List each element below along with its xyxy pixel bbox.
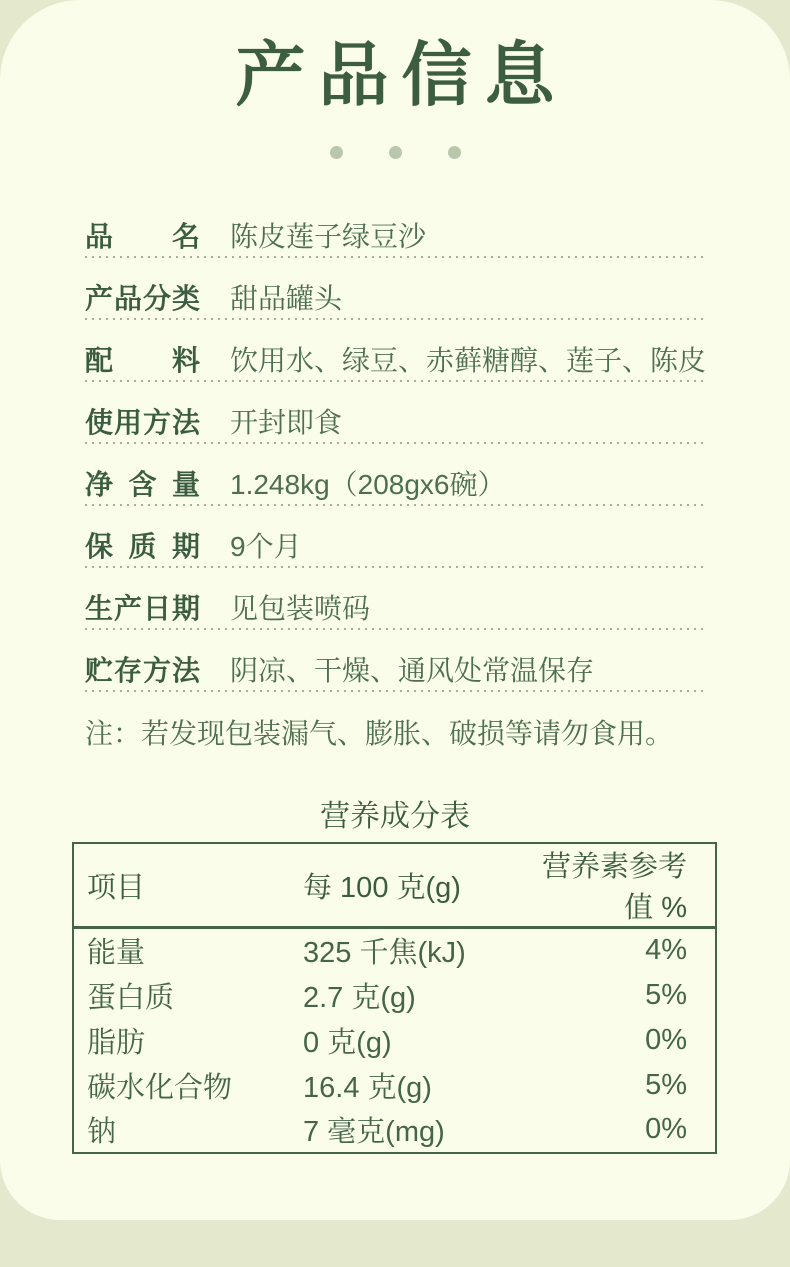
info-row-production-date — [85, 568, 705, 630]
nutrition-row-sodium — [73, 1108, 716, 1153]
nutrient-name: 钠 — [87, 1116, 117, 1148]
info-label: 使用方法 — [85, 407, 200, 438]
info-row-storage — [85, 630, 705, 692]
decoration-dot — [448, 146, 461, 159]
nutrition-header-item: 项目 — [87, 871, 146, 904]
nutrient-amount: 0 克(g) — [303, 1026, 392, 1059]
page-title: 产品信息 — [235, 36, 568, 114]
info-row-net-weight — [85, 444, 705, 506]
info-value: 陈皮莲子绿豆沙 — [230, 221, 427, 252]
info-label: 生产日期 — [85, 593, 200, 624]
info-row-ingredients — [85, 320, 705, 382]
info-value: 开封即食 — [230, 407, 343, 438]
nutrition-facts-table — [72, 842, 717, 1154]
nutrient-amount: 2.7 克(g) — [303, 981, 416, 1014]
nutrition-row-protein — [73, 973, 716, 1018]
info-label: 产品分类 — [85, 283, 200, 314]
nutrient-nrv: 0% — [645, 1023, 687, 1056]
nutrient-nrv: 0% — [645, 1113, 687, 1145]
nutrition-header-amount: 每 100 克(g) — [303, 871, 461, 904]
nutrient-name: 碳水化合物 — [87, 1071, 233, 1104]
info-value: 1.248kg（208gx6碗） — [230, 469, 506, 500]
info-row-shelf-life — [85, 506, 705, 568]
info-value: 饮用水、绿豆、赤藓糖醇、莲子、陈皮 — [230, 345, 707, 376]
info-value: 见包装喷码 — [230, 593, 371, 624]
nutrition-row-fat — [73, 1018, 716, 1063]
nutrient-nrv: 5% — [645, 1068, 687, 1101]
decoration-dot — [330, 146, 343, 159]
warning-note: 注：若发现包装漏气、膨胀、破损等请勿食用。 — [85, 718, 674, 749]
nutrient-amount: 16.4 克(g) — [303, 1071, 432, 1104]
nutrient-amount: 325 千焦(kJ) — [303, 937, 466, 970]
info-value: 甜品罐头 — [230, 283, 343, 314]
info-label: 配料 — [85, 345, 200, 376]
nutrient-name: 脂肪 — [87, 1026, 146, 1059]
decoration-dot — [389, 146, 402, 159]
info-row-usage — [85, 382, 705, 444]
nutrient-nrv: 5% — [645, 978, 687, 1011]
info-row-category — [85, 258, 705, 320]
info-value: 阴凉、干燥、通风处常温保存 — [230, 655, 595, 686]
nutrition-row-energy — [73, 928, 716, 973]
info-label: 贮存方法 — [85, 655, 200, 686]
info-label: 净含量 — [85, 469, 200, 500]
info-label: 品名 — [85, 221, 200, 252]
info-value: 9个月 — [230, 531, 302, 562]
nutrient-nrv: 4% — [645, 934, 687, 967]
nutrition-header-nrv: 营养素参考值 % — [541, 851, 687, 924]
info-row-product-name — [85, 196, 705, 258]
title-decoration-dots — [85, 146, 705, 159]
nutrient-amount: 7 毫克(mg) — [303, 1116, 445, 1148]
nutrition-table-title: 营养成分表 — [320, 800, 470, 833]
product-attributes-list — [85, 196, 705, 692]
nutrient-name: 能量 — [87, 937, 146, 970]
nutrition-header-row — [73, 843, 716, 928]
info-label: 保质期 — [85, 531, 200, 562]
nutrient-name: 蛋白质 — [87, 981, 175, 1014]
nutrition-row-carbohydrate — [73, 1063, 716, 1108]
